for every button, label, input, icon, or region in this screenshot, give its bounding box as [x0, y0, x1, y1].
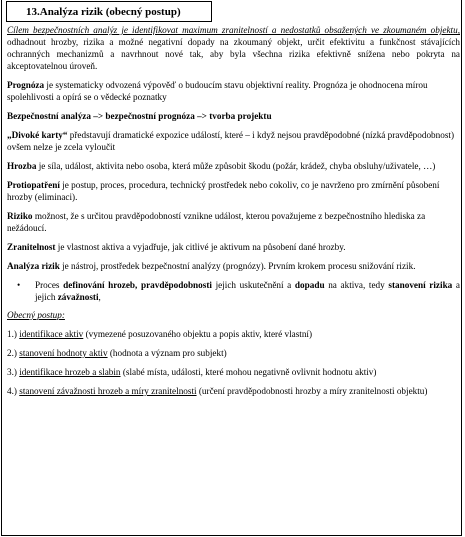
step-link: identifikace aktiv — [19, 329, 84, 339]
analyza-paragraph — [7, 260, 460, 272]
protiopatreni-text: je postup, proces, procedura, technický prostředek nebo cokoliv, co je navrženo pro zmírnění působení hrozby (eliminaci). — [7, 180, 440, 202]
step-2 — [7, 347, 460, 359]
bullet-text-d: dopadu — [294, 280, 325, 290]
step-number: 2.) — [7, 348, 20, 358]
prognoza-term: Prognóza — [7, 80, 45, 90]
step-3 — [7, 366, 460, 378]
title-box — [6, 1, 212, 22]
hrozba-text: je síla, událost, aktivita nebo osoba, která může způsobit škodu (požár, krádež, chyba obsluhy/uživatele, …) — [36, 161, 436, 171]
bullet-text-c: jejich uskutečnění a — [211, 280, 295, 290]
riziko-paragraph — [7, 210, 460, 234]
zranitelnost-text: je vlastnost aktiva a vyjadřuje, jak citlivé je aktivum na působení dané hrozby. — [55, 242, 346, 252]
riziko-text: možnost, že s určitou pravděpodobností vznikne událost, kterou považujeme z bezpečnostního hlediska za nežádoucí. — [7, 211, 426, 233]
intro-goal: Cílem bezpečnostních analýz je identifikovat maximum zranitelností a nedostatků obsažených ve zkoumaném objektu, — [7, 25, 460, 35]
postup-heading: Obecný postup: — [7, 310, 65, 320]
divoke-paragraph — [7, 129, 460, 153]
step-text: (hodnota a význam pro subjekt) — [107, 348, 227, 358]
step-link: identifikace hrozeb a slabin — [19, 367, 121, 377]
bullet-text-h: závažnosti — [57, 292, 99, 302]
bullet-icon: • — [17, 280, 21, 290]
protiopatreni-paragraph — [7, 179, 460, 203]
step-link: stanovení závažnosti hrozeb a míry zranitelnosti — [19, 386, 197, 396]
hrozba-paragraph — [7, 160, 460, 172]
divoke-text: představují dramatické expozice událostí, které – i když nejsou pravděpodobné (nízká pravděpodobnost) ovšem nelze je zcela vyloučit — [7, 130, 455, 152]
step-link: stanovení hodnoty aktiv — [19, 348, 108, 358]
document-page — [1, 0, 462, 536]
step-text: (vymezené posuzovaného objektu a popis aktiv, které vlastní) — [83, 329, 313, 339]
intro-rest: odhadnout hrozby, rizika a možné negativní dopady na zkoumaný objekt, určit efektivitu a funkčnost stávajících ochranných mechanizmů a navrhnout nové tak, aby byla všechna rizika efektivně snížena nebo pokryta na akceptovatelnou úroveň. — [7, 37, 460, 71]
page-title: 13.Analýza rizik (obecný postup) — [26, 6, 181, 18]
prognoza-text: je systematicky odvozená výpověď o budoucím stavu objektivní reality. Prognóza je ohodnocena mírou spolehlivosti a opírá se o vědecké poznatky — [7, 80, 428, 102]
analyza-text: je nástroj, prostředek bezpečnostní analýzy (prognózy). Prvním krokem procesu snižování rizik. — [59, 261, 416, 271]
step-number: 1.) — [7, 329, 20, 339]
step-number: 3.) — [7, 367, 20, 377]
step-number: 4.) — [7, 386, 20, 396]
document-body — [7, 24, 460, 404]
hrozba-term: Hrozba — [7, 161, 37, 171]
zranitelnost-term: Zranitelnost — [7, 242, 56, 252]
workflow-heading: Bezpečnostní analýza –> bezpečnostní prognóza –> tvorba projektu — [7, 111, 272, 121]
analyza-term: Analýza rizik — [7, 261, 60, 271]
riziko-term: Riziko — [7, 211, 33, 221]
divoke-term: „Divoké karty“ — [7, 130, 68, 140]
step-1 — [7, 328, 460, 340]
protiopatreni-term: Protiopatření — [7, 180, 60, 190]
bullet-text-i: , — [98, 292, 101, 302]
bullet-text-e: na aktiva, tedy — [324, 280, 389, 290]
step-text: (určení pravděpodobnosti hrozby a míry zranitelnosti objektu) — [196, 386, 428, 396]
list-item — [7, 279, 460, 303]
bullet-text-g: a jejich — [35, 280, 461, 302]
prognoza-paragraph — [7, 79, 460, 103]
zranitelnost-paragraph — [7, 241, 460, 253]
bullet-list — [7, 279, 460, 303]
step-4 — [7, 385, 460, 397]
bullet-text-a: Proces — [35, 280, 64, 290]
step-text: (slabé místa, události, které mohou negativně ovlivnit hodnotu aktiv) — [120, 367, 377, 377]
intro-paragraph — [7, 24, 460, 72]
bullet-text-b: definování hrozeb, pravděpodobnosti — [63, 280, 212, 290]
bullet-text-f: stanovení rizika — [388, 280, 453, 290]
